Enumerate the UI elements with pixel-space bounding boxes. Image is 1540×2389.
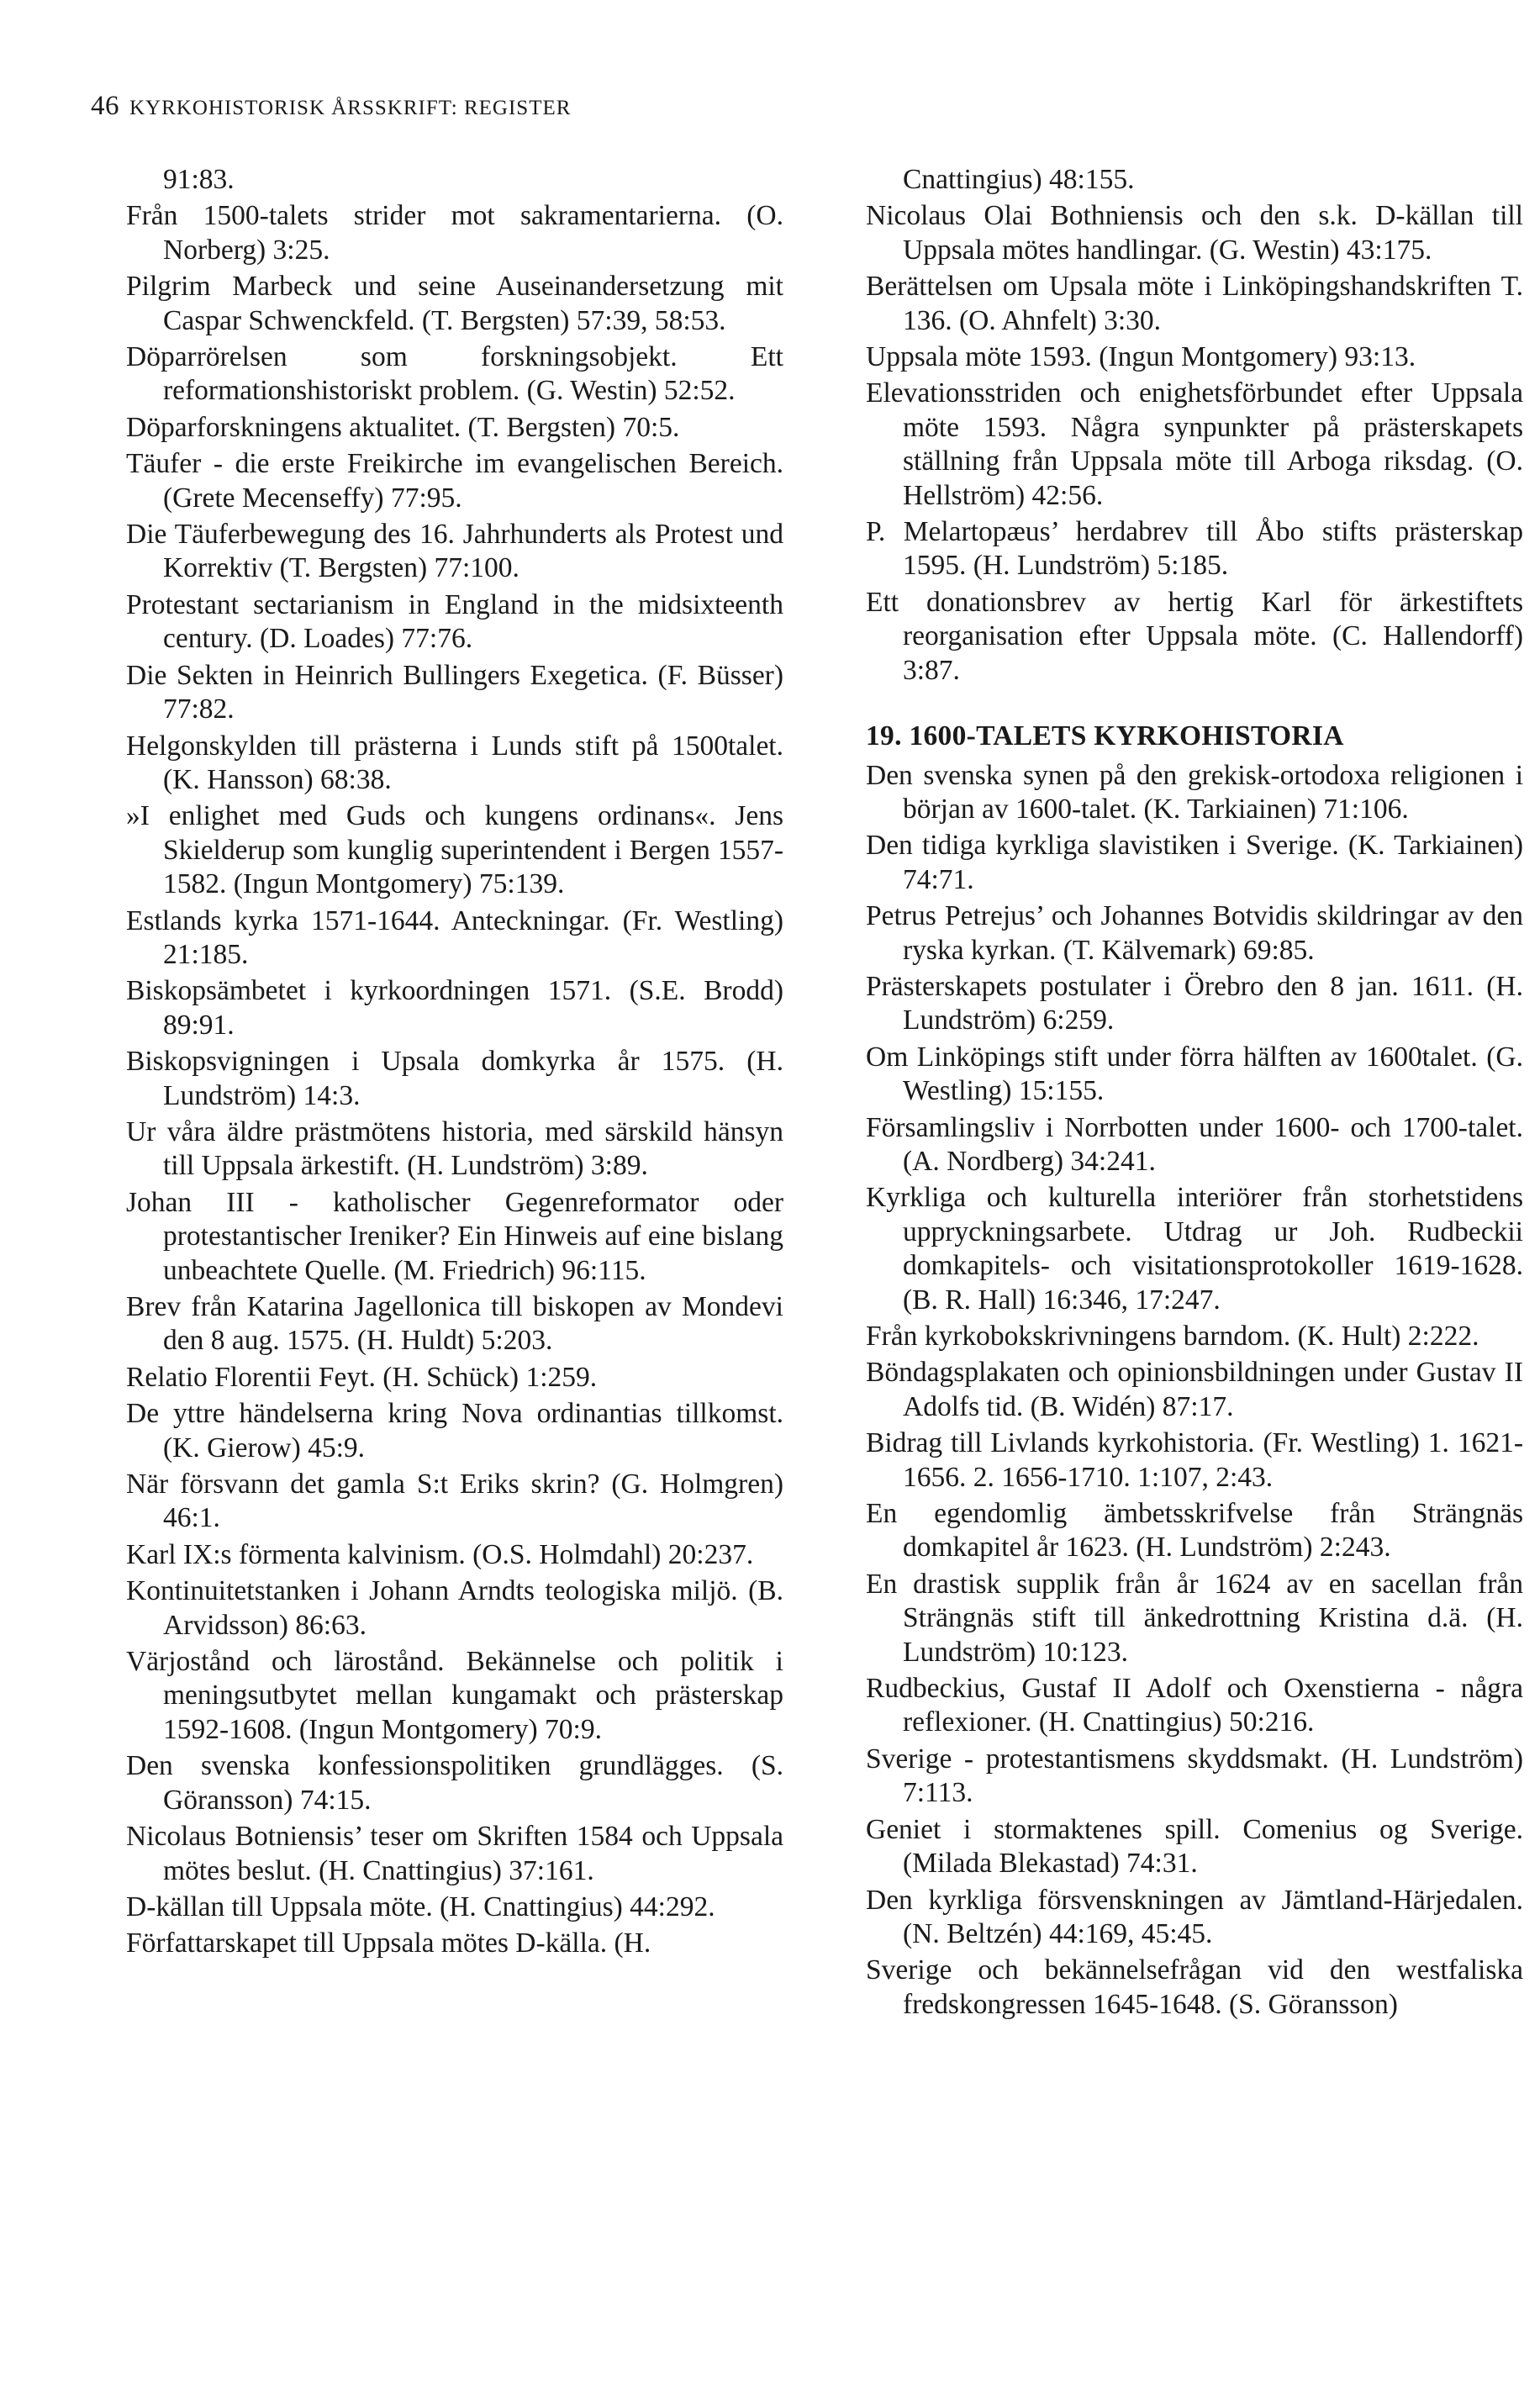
index-entry: Den kyrkliga försvenskningen av Jämtland-Härjedalen. (N. Beltzén) 44:169, 45:45. (866, 1884, 1523, 1949)
index-entry: Bidrag till Livlands kyrkohistoria. (Fr. Westling) 1. 1621-1656. 2. 1656-1710. 1:107, 2:43. (866, 1427, 1523, 1493)
index-entry: Den svenska konfessionspolitiken grundlägges. (S. Göransson) 74:15. (126, 1750, 783, 1816)
index-entry: Om Linköpings stift under förra hälften av 1600talet. (G. Westling) 15:155. (866, 1041, 1523, 1107)
index-entry: Elevationsstriden och enighetsförbundet efter Uppsala möte 1593. Några synpunkter på prästerskapets ställning från Uppsala möte till Arboga riksdag. (O. Hellström) 42:56. (866, 377, 1523, 511)
index-entry: Församlingsliv i Norrbotten under 1600- och 1700-talet. (A. Nordberg) 34:241. (866, 1111, 1523, 1177)
index-entry: Biskopsämbetet i kyrkoordningen 1571. (S.E. Brodd) 89:91. (126, 975, 783, 1041)
index-entry: Täufer - die erste Freikirche im evangelischen Bereich. (Grete Mecenseffy) 77:95. (126, 448, 783, 514)
index-entry: De yttre händelserna kring Nova ordinantias tillkomst. (K. Gierow) 45:9. (126, 1398, 783, 1463)
index-entry: Den svenska synen på den grekisk-ortodoxa religionen i början av 1600-talet. (K. Tarkiainen) 71:106. (866, 759, 1523, 825)
index-entry: Döparforskningens aktualitet. (T. Bergsten) 70:5. (126, 411, 680, 443)
index-entry: Karl IX:s förmenta kalvinism. (O.S. Holmdahl) 20:237. (126, 1538, 754, 1570)
index-entry: »I enlighet med Guds och kungens ordinans«. Jens Skielderup som kunglig superintendent i Bergen 1557-1582. (Ingun Montgomery) 75:139. (126, 800, 783, 900)
index-entry: Estlands kyrka 1571-1644. Anteckningar. (Fr. Westling) 21:185. (126, 904, 783, 970)
index-entry: En drastisk supplik från år 1624 av en sacellan från Strängnäs stift till änkedrottning Kristina d.ä. (H. Lundström) 10:123. (866, 1568, 1523, 1668)
index-entry: Ett donationsbrev av hertig Karl för ärkestiftets reorganisation efter Uppsala möte. (C. Hallendorff) 3:87. (866, 586, 1523, 686)
index-entry: Geniet i stormaktenes spill. Comenius og Sverige. (Milada Blekastad) 74:31. (866, 1813, 1523, 1880)
index-entry: Författarskapet till Uppsala mötes D-källa. (H. (126, 1928, 651, 1959)
index-entry: Johan III - katholischer Gegenreformator oder protestantischer Ireniker? Ein Hinweis auf eine bislang unbeachtete Quelle. (M. Friedrich) 96:115. (126, 1186, 783, 1286)
index-entry: Böndagsplakaten och opinionsbildningen under Gustav II Adolfs tid. (B. Widén) 87:17. (866, 1357, 1523, 1422)
index-entry: P. Melartopæus’ herdabrev till Åbo stifts prästerskap 1595. (H. Lundström) 5:185. (866, 516, 1523, 582)
page-number: 46 (91, 91, 119, 121)
index-entry: 91:83. (163, 164, 235, 195)
index-entry: Die Sekten in Heinrich Bullingers Exegetica. (F. Büsser) 77:82. (126, 659, 783, 725)
index-entry: Den tidiga kyrkliga slavistiken i Sverige. (K. Tarkiainen) 74:71. (866, 830, 1523, 895)
index-entry: Petrus Petrejus’ och Johannes Botvidis skildringar av den ryska kyrkan. (T. Kälvemark) 69:85. (866, 900, 1523, 966)
right-column (866, 163, 1523, 2024)
index-entry: Brev från Katarina Jagellonica till biskopen av Mondevi den 8 aug. 1575. (H. Huldt) 5:203. (126, 1291, 783, 1357)
index-entry: Värjostånd och lärostånd. Bekännelse och politik i meningsutbytet mellan kungamakt och prästerskap 1592-1608. (Ingun Montgomery) 70:9. (126, 1646, 783, 1745)
left-column (126, 163, 783, 1964)
index-entry: Kyrkliga och kulturella interiörer från storhetstidens uppryckningsarbete. Utdrag ur Joh. Rudbeckii domkapitels- och visitationsprotokoller 1619-1628. (B. R. Hall) 16:346, 17:247. (866, 1182, 1523, 1316)
index-entry: Döparrörelsen som forskningsobjekt. Ett reformationshistoriskt problem. (G. Westin) 52:52. (126, 341, 783, 407)
right-column-entries-after (866, 759, 1523, 2022)
index-entry: Relatio Florentii Feyt. (H. Schück) 1:259. (126, 1361, 598, 1393)
index-entry: Från 1500-talets strider mot sakramentarierna. (O. Norberg) 3:25. (126, 200, 783, 266)
index-entry: Prästerskapets postulater i Örebro den 8 jan. 1611. (H. Lundström) 6:259. (866, 970, 1523, 1036)
index-entry: Kontinuitetstanken i Johann Arndts teologiska miljö. (B. Arvidsson) 86:63. (126, 1575, 783, 1641)
right-column-entries-before (866, 163, 1523, 688)
running-head (91, 91, 571, 122)
index-entry: Cnattingius) 48:155. (903, 164, 1135, 195)
index-entry: Die Täuferbewegung des 16. Jahrhunderts als Protest und Korrektiv (T. Bergsten) 77:100. (126, 519, 783, 584)
index-entry: Från kyrkobokskrivningens barndom. (K. Hult) 2:222. (866, 1321, 1479, 1352)
index-entry: Rudbeckius, Gustaf II Adolf och Oxenstierna - några reflexioner. (H. Cnattingius) 50:216. (866, 1673, 1523, 1738)
index-entry: Nicolaus Botniensis’ teser om Skriften 1584 och Uppsala mötes beslut. (H. Cnattingius) 37:161. (126, 1821, 783, 1886)
index-entry: Sverige och bekännelsefrågan vid den westfaliska fredskongressen 1645-1648. (S. Göransson) (866, 1954, 1523, 2020)
index-entry: D-källan till Uppsala möte. (H. Cnattingius) 44:292. (126, 1891, 715, 1922)
running-title: KYRKOHISTORISK ÅRSSKRIFT: REGISTER (129, 97, 572, 119)
index-entry: Sverige - protestantismens skyddsmakt. (H. Lundström) 7:113. (866, 1743, 1523, 1809)
index-entry: Helgonskylden till prästerna i Lunds stift på 1500talet. (K. Hansson) 68:38. (126, 730, 783, 795)
index-entry: Nicolaus Olai Bothniensis och den s.k. D-källan till Uppsala mötes handlingar. (G. Westin) 43:175. (866, 200, 1523, 266)
section-heading: 19. 1600-TALETS KYRKOHISTORIA (866, 720, 1344, 752)
index-entry: Berättelsen om Upsala möte i Linköpingshandskriften T. 136. (O. Ahnfelt) 3:30. (866, 271, 1523, 336)
index-entry: Ur våra äldre prästmötens historia, med särskild hänsyn till Uppsala ärkestift. (H. Lundström) 3:89. (126, 1115, 783, 1182)
index-entry: Uppsala möte 1593. (Ingun Montgomery) 93:13. (866, 341, 1416, 373)
index-entry: När försvann det gamla S:t Eriks skrin? (G. Holmgren) 46:1. (126, 1469, 783, 1534)
index-entry: Biskopsvigningen i Upsala domkyrka år 1575. (H. Lundström) 14:3. (126, 1046, 783, 1111)
index-entry: Protestant sectarianism in England in the midsixteenth century. (D. Loades) 77:76. (126, 588, 783, 655)
index-entry: Pilgrim Marbeck und seine Auseinandersetzung mit Caspar Schwenckfeld. (T. Bergsten) 57:39, 58:53. (126, 271, 783, 336)
index-entry: En egendomlig ämbetsskrifvelse från Strängnäs domkapitel år 1623. (H. Lundström) 2:243. (866, 1498, 1523, 1564)
